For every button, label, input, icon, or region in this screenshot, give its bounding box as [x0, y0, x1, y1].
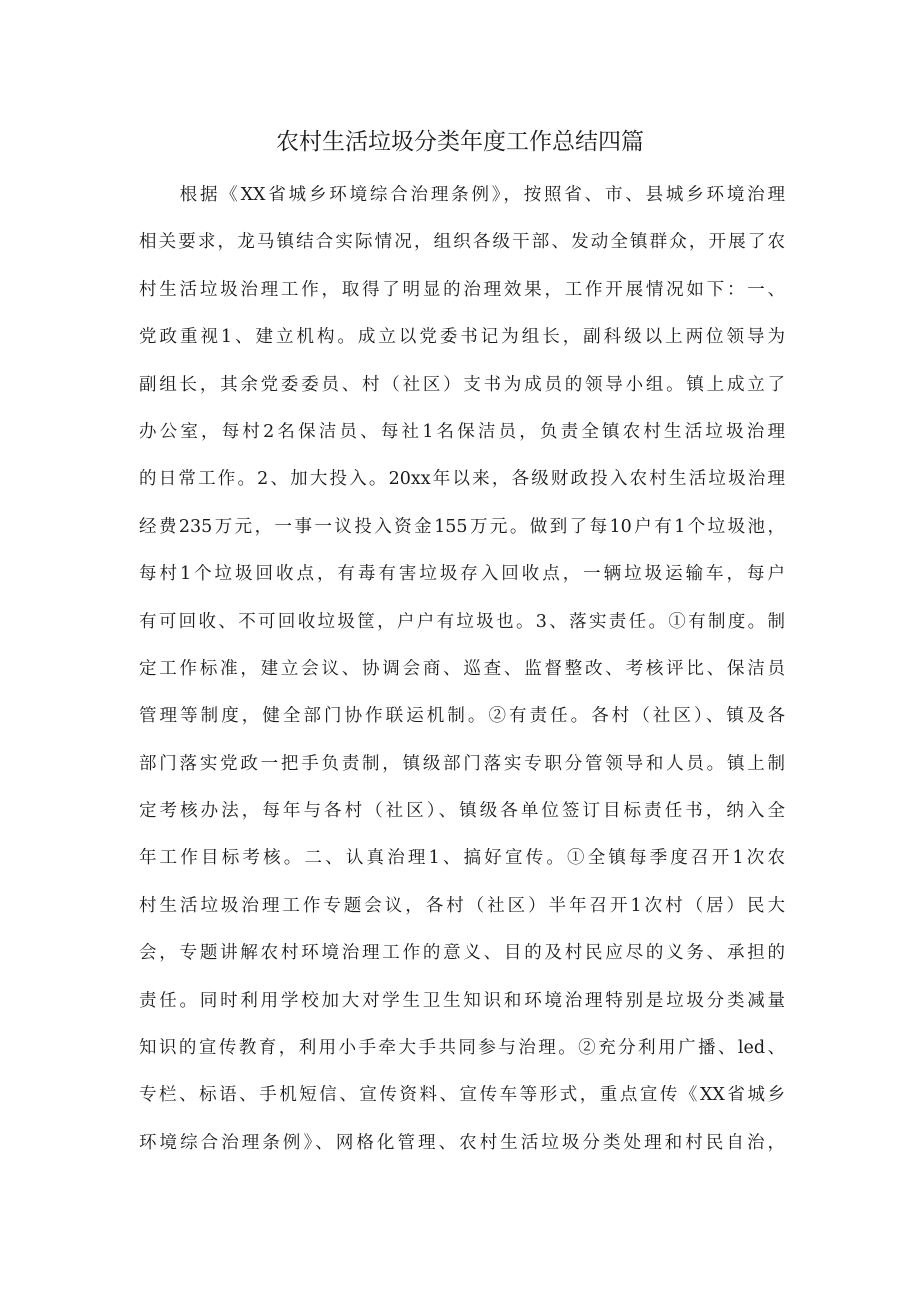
text-line: 年工作目标考核。二、认真治理1、搞好宣传。①全镇每季度召开1次农 [139, 848, 785, 869]
text-line: 副组长，其余党委委员、村（社区）支书为成员的领导小组。镇上成立了 [139, 374, 785, 395]
text-line: 相关要求，龙马镇结合实际情况，组织各级干部、发动全镇群众，开展了农 [139, 232, 785, 253]
text-line: 根据《XX省城乡环境综合治理条例》，按照省、市、县城乡环境治理 [139, 185, 785, 205]
text-line: 环境综合治理条例》、网格化管理、农村生活垃圾分类处理和村民自治， [139, 1132, 785, 1153]
text-line: 专栏、标语、手机短信、宣传资料、宣传车等形式，重点宣传《XX省城乡 [139, 1085, 785, 1106]
text-line: 定工作标准，建立会议、协调会商、巡查、监督整改、考核评比、保洁员 [139, 658, 785, 679]
text-line: 责任。同时利用学校加大对学生卫生知识和环境治理特别是垃圾分类减量 [139, 990, 785, 1011]
text-line: 知识的宣传教育，利用小手牵大手共同参与治理。②充分利用广播、led、 [139, 1038, 785, 1059]
text-line: 村生活垃圾治理工作专题会议，各村（社区）半年召开1次村（居）民大 [139, 895, 785, 916]
text-line: 村生活垃圾治理工作，取得了明显的治理效果，工作开展情况如下：一、 [139, 279, 785, 300]
text-line: 会，专题讲解农村环境治理工作的意义、目的及村民应尽的义务、承担的 [139, 943, 785, 964]
text-line: 有可回收、不可回收垃圾筐，户户有垃圾也。3、落实责任。①有制度。制 [139, 611, 785, 632]
text-line: 定考核办法，每年与各村（社区）、镇级各单位签订目标责任书，纳入全 [139, 801, 785, 822]
document-title: 农村生活垃圾分类年度工作总结四篇 [276, 129, 644, 155]
text-line: 每村1个垃圾回收点，有毒有害垃圾存入回收点，一辆垃圾运输车，每户 [139, 564, 785, 585]
text-line: 管理等制度，健全部门协作联运机制。②有责任。各村（社区）、镇及各 [139, 706, 785, 727]
text-line: 部门落实党政一把手负责制，镇级部门落实专职分管领导和人员。镇上制 [139, 753, 785, 774]
text-line: 党政重视1、建立机构。成立以党委书记为组长，副科级以上两位领导为 [139, 327, 785, 348]
text-line: 经费235万元，一事一议投入资金155万元。做到了每10户有1个垃圾池， [139, 516, 785, 537]
document-body [139, 172, 785, 1167]
text-line: 办公室，每村2名保洁员、每社1名保洁员，负责全镇农村生活垃圾治理 [139, 421, 785, 442]
text-line: 的日常工作。2、加大投入。20xx年以来，各级财政投入农村生活垃圾治理 [139, 469, 785, 490]
